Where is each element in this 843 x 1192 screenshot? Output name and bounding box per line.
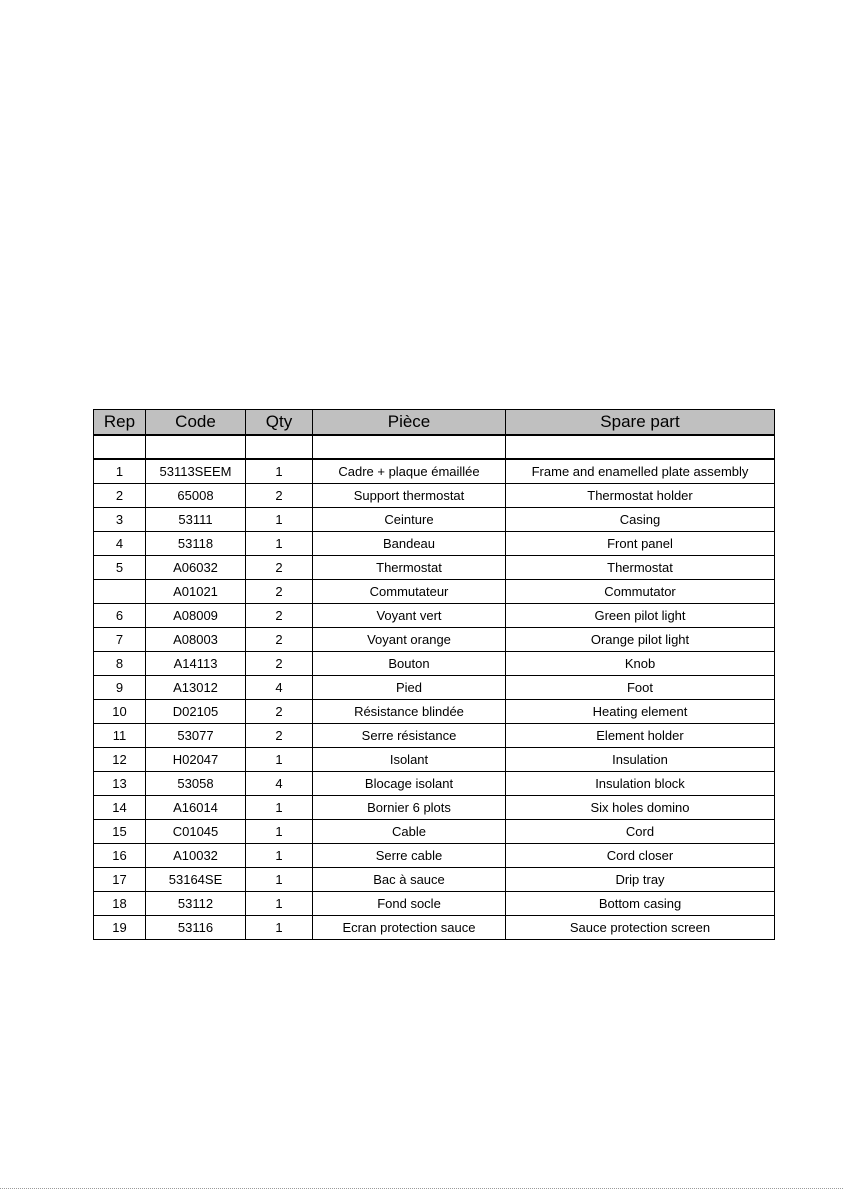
header-qty: Qty	[246, 410, 313, 436]
cell-piece: Résistance blindée	[313, 700, 506, 724]
cell-qty: 2	[246, 580, 313, 604]
table-body	[94, 435, 775, 940]
cell-rep: 11	[94, 724, 146, 748]
cell-rep: 16	[94, 844, 146, 868]
cell-spare-part: Insulation	[506, 748, 775, 772]
cell-code: A14113	[146, 652, 246, 676]
header-code: Code	[146, 410, 246, 436]
table-row	[94, 580, 775, 604]
cell-spare-part: Casing	[506, 508, 775, 532]
cell-qty: 2	[246, 604, 313, 628]
table-header	[94, 410, 775, 436]
cell-rep: 6	[94, 604, 146, 628]
cell-rep: 7	[94, 628, 146, 652]
cell-rep: 19	[94, 916, 146, 940]
table-row	[94, 868, 775, 892]
cell-spare-part: Cord	[506, 820, 775, 844]
cell-rep: 1	[94, 459, 146, 484]
empty-cell	[313, 435, 506, 459]
cell-rep: 3	[94, 508, 146, 532]
cell-qty: 1	[246, 820, 313, 844]
cell-spare-part: Element holder	[506, 724, 775, 748]
table-row	[94, 459, 775, 484]
cell-spare-part: Green pilot light	[506, 604, 775, 628]
cell-spare-part: Cord closer	[506, 844, 775, 868]
cell-qty: 2	[246, 724, 313, 748]
header-spare-part: Spare part	[506, 410, 775, 436]
cell-spare-part: Foot	[506, 676, 775, 700]
cell-piece: Voyant orange	[313, 628, 506, 652]
cell-piece: Voyant vert	[313, 604, 506, 628]
cell-code: 53058	[146, 772, 246, 796]
cell-piece: Blocage isolant	[313, 772, 506, 796]
cell-qty: 2	[246, 484, 313, 508]
cell-code: A16014	[146, 796, 246, 820]
cell-qty: 1	[246, 532, 313, 556]
cell-qty: 1	[246, 796, 313, 820]
cell-spare-part: Thermostat	[506, 556, 775, 580]
cell-code: A10032	[146, 844, 246, 868]
cell-code: 53113SEEM	[146, 459, 246, 484]
table-row	[94, 556, 775, 580]
table-row	[94, 604, 775, 628]
cell-piece: Bornier 6 plots	[313, 796, 506, 820]
empty-cell	[506, 435, 775, 459]
table-row	[94, 916, 775, 940]
cell-code: 53077	[146, 724, 246, 748]
cell-code: A01021	[146, 580, 246, 604]
empty-cell	[94, 435, 146, 459]
cell-code: 53112	[146, 892, 246, 916]
cell-spare-part: Insulation block	[506, 772, 775, 796]
cell-piece: Fond socle	[313, 892, 506, 916]
cell-spare-part: Bottom casing	[506, 892, 775, 916]
cell-qty: 1	[246, 916, 313, 940]
cell-piece: Thermostat	[313, 556, 506, 580]
cell-rep: 13	[94, 772, 146, 796]
header-row	[94, 410, 775, 436]
cell-spare-part: Frame and enamelled plate assembly	[506, 459, 775, 484]
cell-qty: 2	[246, 700, 313, 724]
cell-qty: 4	[246, 772, 313, 796]
cell-spare-part: Drip tray	[506, 868, 775, 892]
cell-piece: Commutateur	[313, 580, 506, 604]
cell-rep: 10	[94, 700, 146, 724]
cell-rep: 5	[94, 556, 146, 580]
empty-cell	[146, 435, 246, 459]
table-row	[94, 772, 775, 796]
cell-code: C01045	[146, 820, 246, 844]
cell-piece: Pied	[313, 676, 506, 700]
cell-spare-part: Heating element	[506, 700, 775, 724]
cell-spare-part: Sauce protection screen	[506, 916, 775, 940]
table-row	[94, 844, 775, 868]
page-bottom-divider	[0, 1188, 843, 1189]
cell-qty: 2	[246, 652, 313, 676]
empty-row	[94, 435, 775, 459]
cell-piece: Serre cable	[313, 844, 506, 868]
cell-qty: 1	[246, 459, 313, 484]
table-row	[94, 724, 775, 748]
cell-rep: 8	[94, 652, 146, 676]
cell-piece: Cable	[313, 820, 506, 844]
cell-piece: Cadre + plaque émaillée	[313, 459, 506, 484]
table-row	[94, 700, 775, 724]
cell-piece: Isolant	[313, 748, 506, 772]
cell-spare-part: Front panel	[506, 532, 775, 556]
cell-code: A06032	[146, 556, 246, 580]
cell-piece: Ceinture	[313, 508, 506, 532]
table-row	[94, 532, 775, 556]
cell-code: A13012	[146, 676, 246, 700]
cell-spare-part: Orange pilot light	[506, 628, 775, 652]
cell-code: A08003	[146, 628, 246, 652]
cell-rep: 17	[94, 868, 146, 892]
cell-rep: 2	[94, 484, 146, 508]
cell-code: 53164SE	[146, 868, 246, 892]
cell-rep: 18	[94, 892, 146, 916]
cell-code: H02047	[146, 748, 246, 772]
cell-qty: 1	[246, 892, 313, 916]
spare-parts-table	[93, 409, 775, 940]
cell-rep	[94, 580, 146, 604]
cell-spare-part: Knob	[506, 652, 775, 676]
cell-code: 53118	[146, 532, 246, 556]
cell-rep: 9	[94, 676, 146, 700]
table-row	[94, 628, 775, 652]
cell-qty: 1	[246, 844, 313, 868]
cell-rep: 12	[94, 748, 146, 772]
cell-code: 53116	[146, 916, 246, 940]
cell-code: D02105	[146, 700, 246, 724]
cell-spare-part: Commutator	[506, 580, 775, 604]
header-rep: Rep	[94, 410, 146, 436]
table-row	[94, 676, 775, 700]
table-row	[94, 748, 775, 772]
cell-qty: 2	[246, 556, 313, 580]
cell-piece: Support thermostat	[313, 484, 506, 508]
table-row	[94, 820, 775, 844]
cell-code: 65008	[146, 484, 246, 508]
cell-piece: Bandeau	[313, 532, 506, 556]
cell-piece: Ecran protection sauce	[313, 916, 506, 940]
table-row	[94, 508, 775, 532]
cell-qty: 1	[246, 508, 313, 532]
table-row	[94, 484, 775, 508]
cell-qty: 2	[246, 628, 313, 652]
cell-spare-part: Six holes domino	[506, 796, 775, 820]
cell-qty: 4	[246, 676, 313, 700]
cell-rep: 14	[94, 796, 146, 820]
header-piece: Pièce	[313, 410, 506, 436]
table-row	[94, 796, 775, 820]
cell-code: A08009	[146, 604, 246, 628]
cell-code: 53111	[146, 508, 246, 532]
cell-rep: 15	[94, 820, 146, 844]
cell-qty: 1	[246, 868, 313, 892]
cell-spare-part: Thermostat holder	[506, 484, 775, 508]
cell-qty: 1	[246, 748, 313, 772]
cell-piece: Serre résistance	[313, 724, 506, 748]
empty-cell	[246, 435, 313, 459]
cell-rep: 4	[94, 532, 146, 556]
table-row	[94, 892, 775, 916]
cell-piece: Bac à sauce	[313, 868, 506, 892]
cell-piece: Bouton	[313, 652, 506, 676]
table-row	[94, 652, 775, 676]
